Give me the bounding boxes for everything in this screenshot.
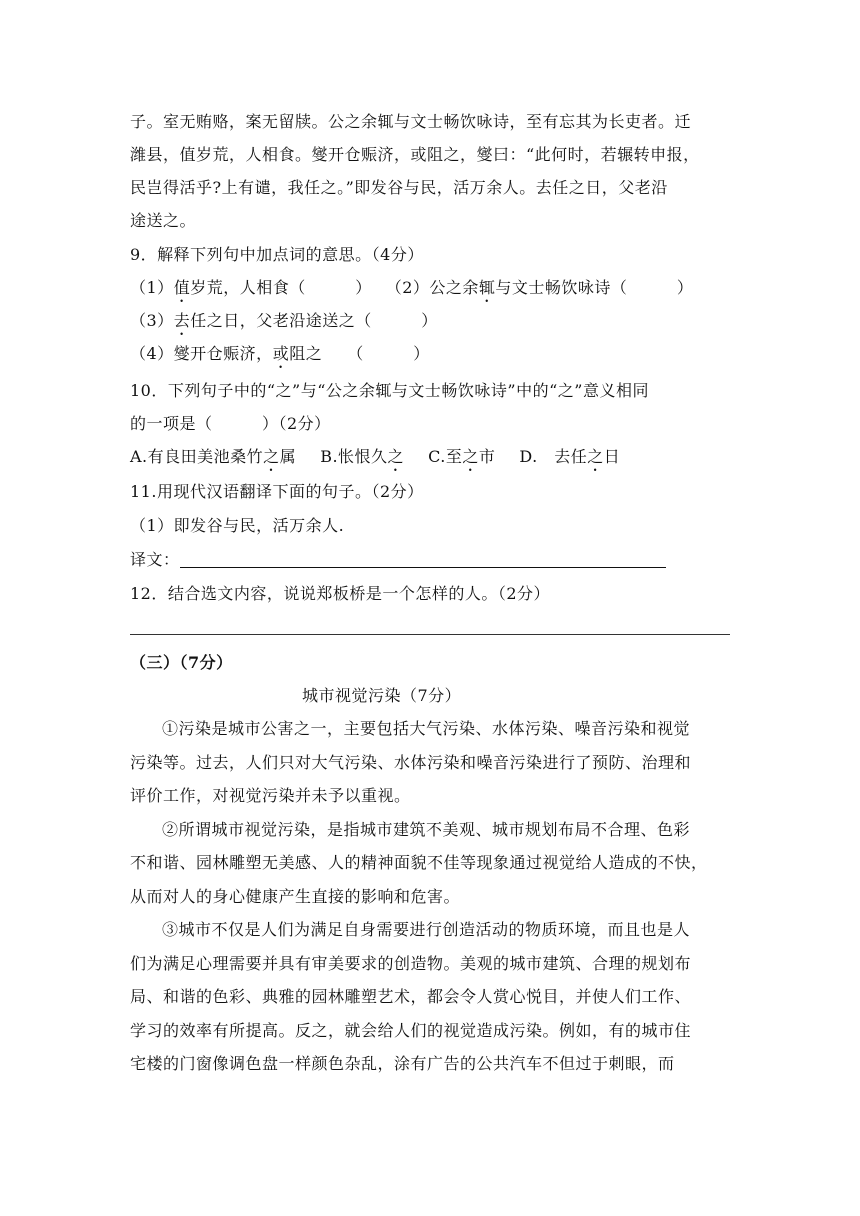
article-title: 城市视觉污染（7分） — [302, 686, 462, 705]
item-text: 岁荒，人相食（ ） — [190, 278, 372, 297]
paragraph-3-line: 宅楼的门窗像调色盘一样颜色杂乱，涂有广告的公共汽车不但过于刺眼，而 — [130, 1054, 675, 1073]
dotted-word: 去 — [173, 311, 191, 330]
item-text: （2）公之余 — [385, 278, 479, 297]
section-3-heading: （三）（7分） — [130, 653, 233, 672]
question-11-stem: 11.用现代汉语翻译下面的句子。（2分） — [130, 482, 424, 501]
question-10-stem-cont: 的一项是（ ）（2分） — [130, 414, 331, 433]
option-c: C.至之市 — [428, 447, 496, 466]
item-text: 阻之 （ ） — [289, 344, 430, 363]
paragraph-1-line: ①污染是城市公害之一，主要包括大气污染、水体污染、噪音污染和视觉 — [162, 719, 691, 738]
paragraph-3-line: 学习的效率有所提高。反之，就会给人们的视觉造成污染。例如，有的城市住 — [130, 1021, 692, 1040]
question-12-stem: 12．结合选文内容，说说郑板桥是一个怎样的人。（2分） — [130, 584, 551, 603]
question-9-stem: 9．解释下列句中加点词的意思。（4分） — [130, 245, 424, 264]
answer-blank-line[interactable] — [180, 549, 666, 568]
section-divider — [130, 634, 730, 635]
dotted-word: 之 — [263, 447, 280, 466]
item-text: （4）燮开仓赈济， — [130, 344, 273, 363]
dotted-word: 辄 — [478, 278, 496, 297]
paragraph-3-line: ③城市不仅是人们为满足自身需要进行创造活动的物质环境，而且也是人 — [162, 920, 691, 939]
paragraph-2-line: 从而对人的身心健康产生直接的影响和危害。 — [130, 887, 461, 906]
passage-line: 途送之。 — [130, 211, 197, 230]
question-9-item-3 — [130, 310, 438, 339]
dotted-word: 之 — [462, 447, 479, 466]
question-10-options — [130, 446, 620, 475]
question-9-item-4 — [130, 343, 430, 372]
paragraph-2-line: 不和谐、园林雕塑无美感、人的精神面貌不佳等现象通过视觉给人造成的不快， — [130, 853, 708, 872]
paragraph-2-line: ②所谓城市视觉污染，是指城市建筑不美观、城市规划布局不合理、色彩 — [162, 820, 691, 839]
question-11-answer-row — [130, 549, 666, 571]
option-b: B.怅恨久之 — [320, 447, 405, 466]
question-11-item: （1）即发谷与民，活万余人. — [130, 516, 345, 535]
dotted-word: 值 — [173, 278, 191, 297]
paragraph-3-line: 们为满足心理需要并具有审美要求的创造物。美观的城市建筑、合理的规划布 — [130, 954, 692, 973]
paragraph-1-line: 评价工作，对视觉污染并未予以重视。 — [130, 786, 411, 805]
dotted-word: 之 — [587, 447, 604, 466]
paragraph-1-line: 污染等。过去，人们只对大气污染、水体污染和噪音污染进行了预防、治理和 — [130, 753, 692, 772]
dotted-word: 或 — [272, 344, 290, 363]
item-text: （3） — [130, 311, 174, 330]
paragraph-3-line: 局、和谐的色彩、典雅的园林雕塑艺术，都会令人赏心悦目，并使人们工作、 — [130, 987, 692, 1006]
item-text: 任之日，父老沿途送之（ ） — [190, 311, 438, 330]
passage-line: 子。室无贿赂，案无留牍。公之余辄与文士畅饮咏诗，至有忘其为长吏者。迁 — [130, 112, 692, 131]
dotted-word: 之 — [387, 447, 405, 466]
item-text: （1） — [130, 278, 174, 297]
question-10-stem: 10．下列句子中的“之”与“公之余辄与文士畅饮咏诗”中的“之”意义相同 — [130, 381, 649, 400]
passage-line: 潍县，值岁荒，人相食。燮开仓赈济，或阻之，燮曰：“此何时，若辗转申报， — [130, 145, 700, 164]
option-a: A.有良田美池桑竹之属 — [130, 447, 297, 466]
question-9-items-1-2 — [130, 277, 693, 306]
answer-label: 译文： — [130, 550, 180, 569]
option-d: D. 去任之日 — [519, 447, 621, 466]
item-text: 与文士畅饮咏诗（ ） — [495, 278, 694, 297]
passage-line: 民岂得活乎?上有谴，我任之。”即发谷与民，活万余人。去任之日，父老沿 — [130, 178, 668, 197]
